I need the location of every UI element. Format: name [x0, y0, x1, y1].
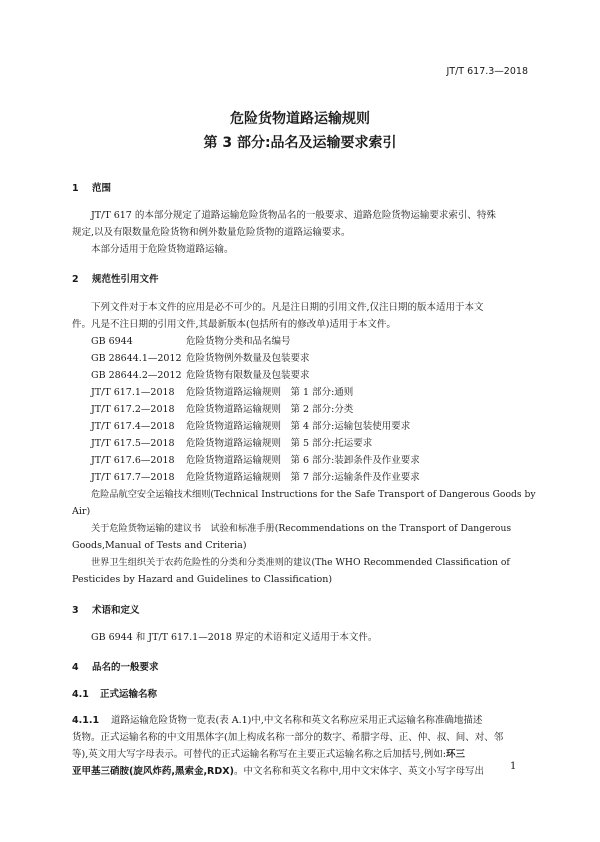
reference-item: JT/T 617.2—2018 危险货物道路运输规则 第 2 部分:分类: [91, 404, 354, 415]
standard-code: JT/T 617.3—2018: [446, 66, 528, 77]
section-2-heading: [72, 271, 159, 285]
sec2-para1-line1: 下列文件对于本文件的应用是必不可少的。凡是注日期的引用文件,仅注日期的版本适用于本文: [91, 302, 484, 313]
reference-icao-line2: Air): [72, 506, 91, 517]
section-1-heading: [72, 180, 111, 194]
reference-item: JT/T 617.5—2018 危险货物道路运输规则 第 5 部分:托运要求: [91, 438, 373, 449]
clause-number: 4.1.1: [72, 715, 100, 726]
section-number: 2: [72, 274, 79, 285]
reference-un-line1: 关于危险货物运输的建议书 试验和标准手册(Recommendations on the Transport of Dangerous: [91, 523, 512, 534]
section-4-heading: [72, 659, 159, 673]
section-number: 1: [72, 183, 79, 194]
section-number: 4: [72, 662, 79, 673]
subsection-4-1-heading: [72, 686, 157, 700]
subsection-title: 正式运输名称: [100, 689, 158, 700]
document-subtitle: 第 3 部分:品名及运输要求索引: [203, 135, 397, 151]
reference-item: JT/T 617.1—2018 危险货物道路运输规则 第 1 部分:通则: [91, 387, 354, 398]
reference-item: GB 6944 危险货物分类和品名编号: [91, 336, 291, 347]
section-title: 范围: [92, 183, 112, 194]
section-title: 术语和定义: [92, 605, 140, 616]
reference-who-line2: Pesticides by Hazard and Guidelines to Classification): [72, 574, 333, 585]
clause-4-1-1-line4: 亚甲基三硝胺(旋风炸药,黑索金,RDX)。中文名称和英文名称中,用中文宋体字、英文小写字母写出: [72, 766, 484, 777]
reference-item: GB 28644.1—2012 危险货物例外数量及包装要求: [91, 353, 310, 364]
subsection-number: 4.1: [72, 689, 89, 700]
reference-item: GB 28644.2—2012 危险货物有限数量及包装要求: [91, 370, 310, 381]
clause-4-1-1-line1: 4.1.1 道路运输危险货物一览表(表 A.1)中,中文名称和英文名称应采用正式运输名称准确地描述: [72, 712, 482, 729]
reference-item: JT/T 617.6—2018 危险货物道路运输规则 第 6 部分:装卸条件及作业要求: [91, 455, 420, 466]
reference-icao-line1: 危险品航空安全运输技术细则(Technical Instructions for the Safe Transport of Dangerous Goods by: [91, 489, 536, 500]
section-3-heading: [72, 602, 140, 616]
reference-who-line1: 世界卫生组织关于农药危险性的分类和分类准则的建议(The WHO Recommended Classification of: [91, 557, 510, 568]
sec1-para2: 本部分适用于危险货物道路运输。: [91, 244, 234, 255]
section-title: 规范性引用文件: [92, 274, 159, 285]
clause-4-1-1-line3: 等),英文用大写字母表示。可替代的正式运输名称写在主要正式运输名称之后加括号,例如:环三: [72, 749, 465, 760]
document-title: 危险货物道路运输规则: [230, 111, 370, 127]
page-number: 1: [510, 761, 517, 772]
reference-un-line2: Goods,Manual of Tests and Criteria): [72, 540, 247, 551]
clause-4-1-1-line2: 货物。正式运输名称的中文用黑体字(加上构成名称一部分的数字、希腊字母、正、仲、叔、间、对、邻: [72, 732, 504, 743]
section-number: 3: [72, 605, 79, 616]
reference-item: JT/T 617.4—2018 危险货物道路运输规则 第 4 部分:运输包装使用要求: [91, 421, 411, 432]
sec1-para1-line2: 规定,以及有限数量危险货物和例外数量危险货物的道路运输要求。: [72, 227, 351, 238]
section-title: 品名的一般要求: [92, 662, 159, 673]
sec1-para1-line1: JT/T 617 的本部分规定了道路运输危险货物品名的一般要求、道路危险货物运输要求索引、特殊: [91, 210, 496, 221]
reference-item: JT/T 617.7—2018 危险货物道路运输规则 第 7 部分:运输条件及作业要求: [91, 472, 420, 483]
sec3-para1: GB 6944 和 JT/T 617.1—2018 界定的术语和定义适用于本文件。: [91, 632, 378, 643]
sec2-para1-line2: 件。凡是不注日期的引用文件,其最新版本(包括所有的修改单)适用于本文件。: [72, 319, 396, 330]
